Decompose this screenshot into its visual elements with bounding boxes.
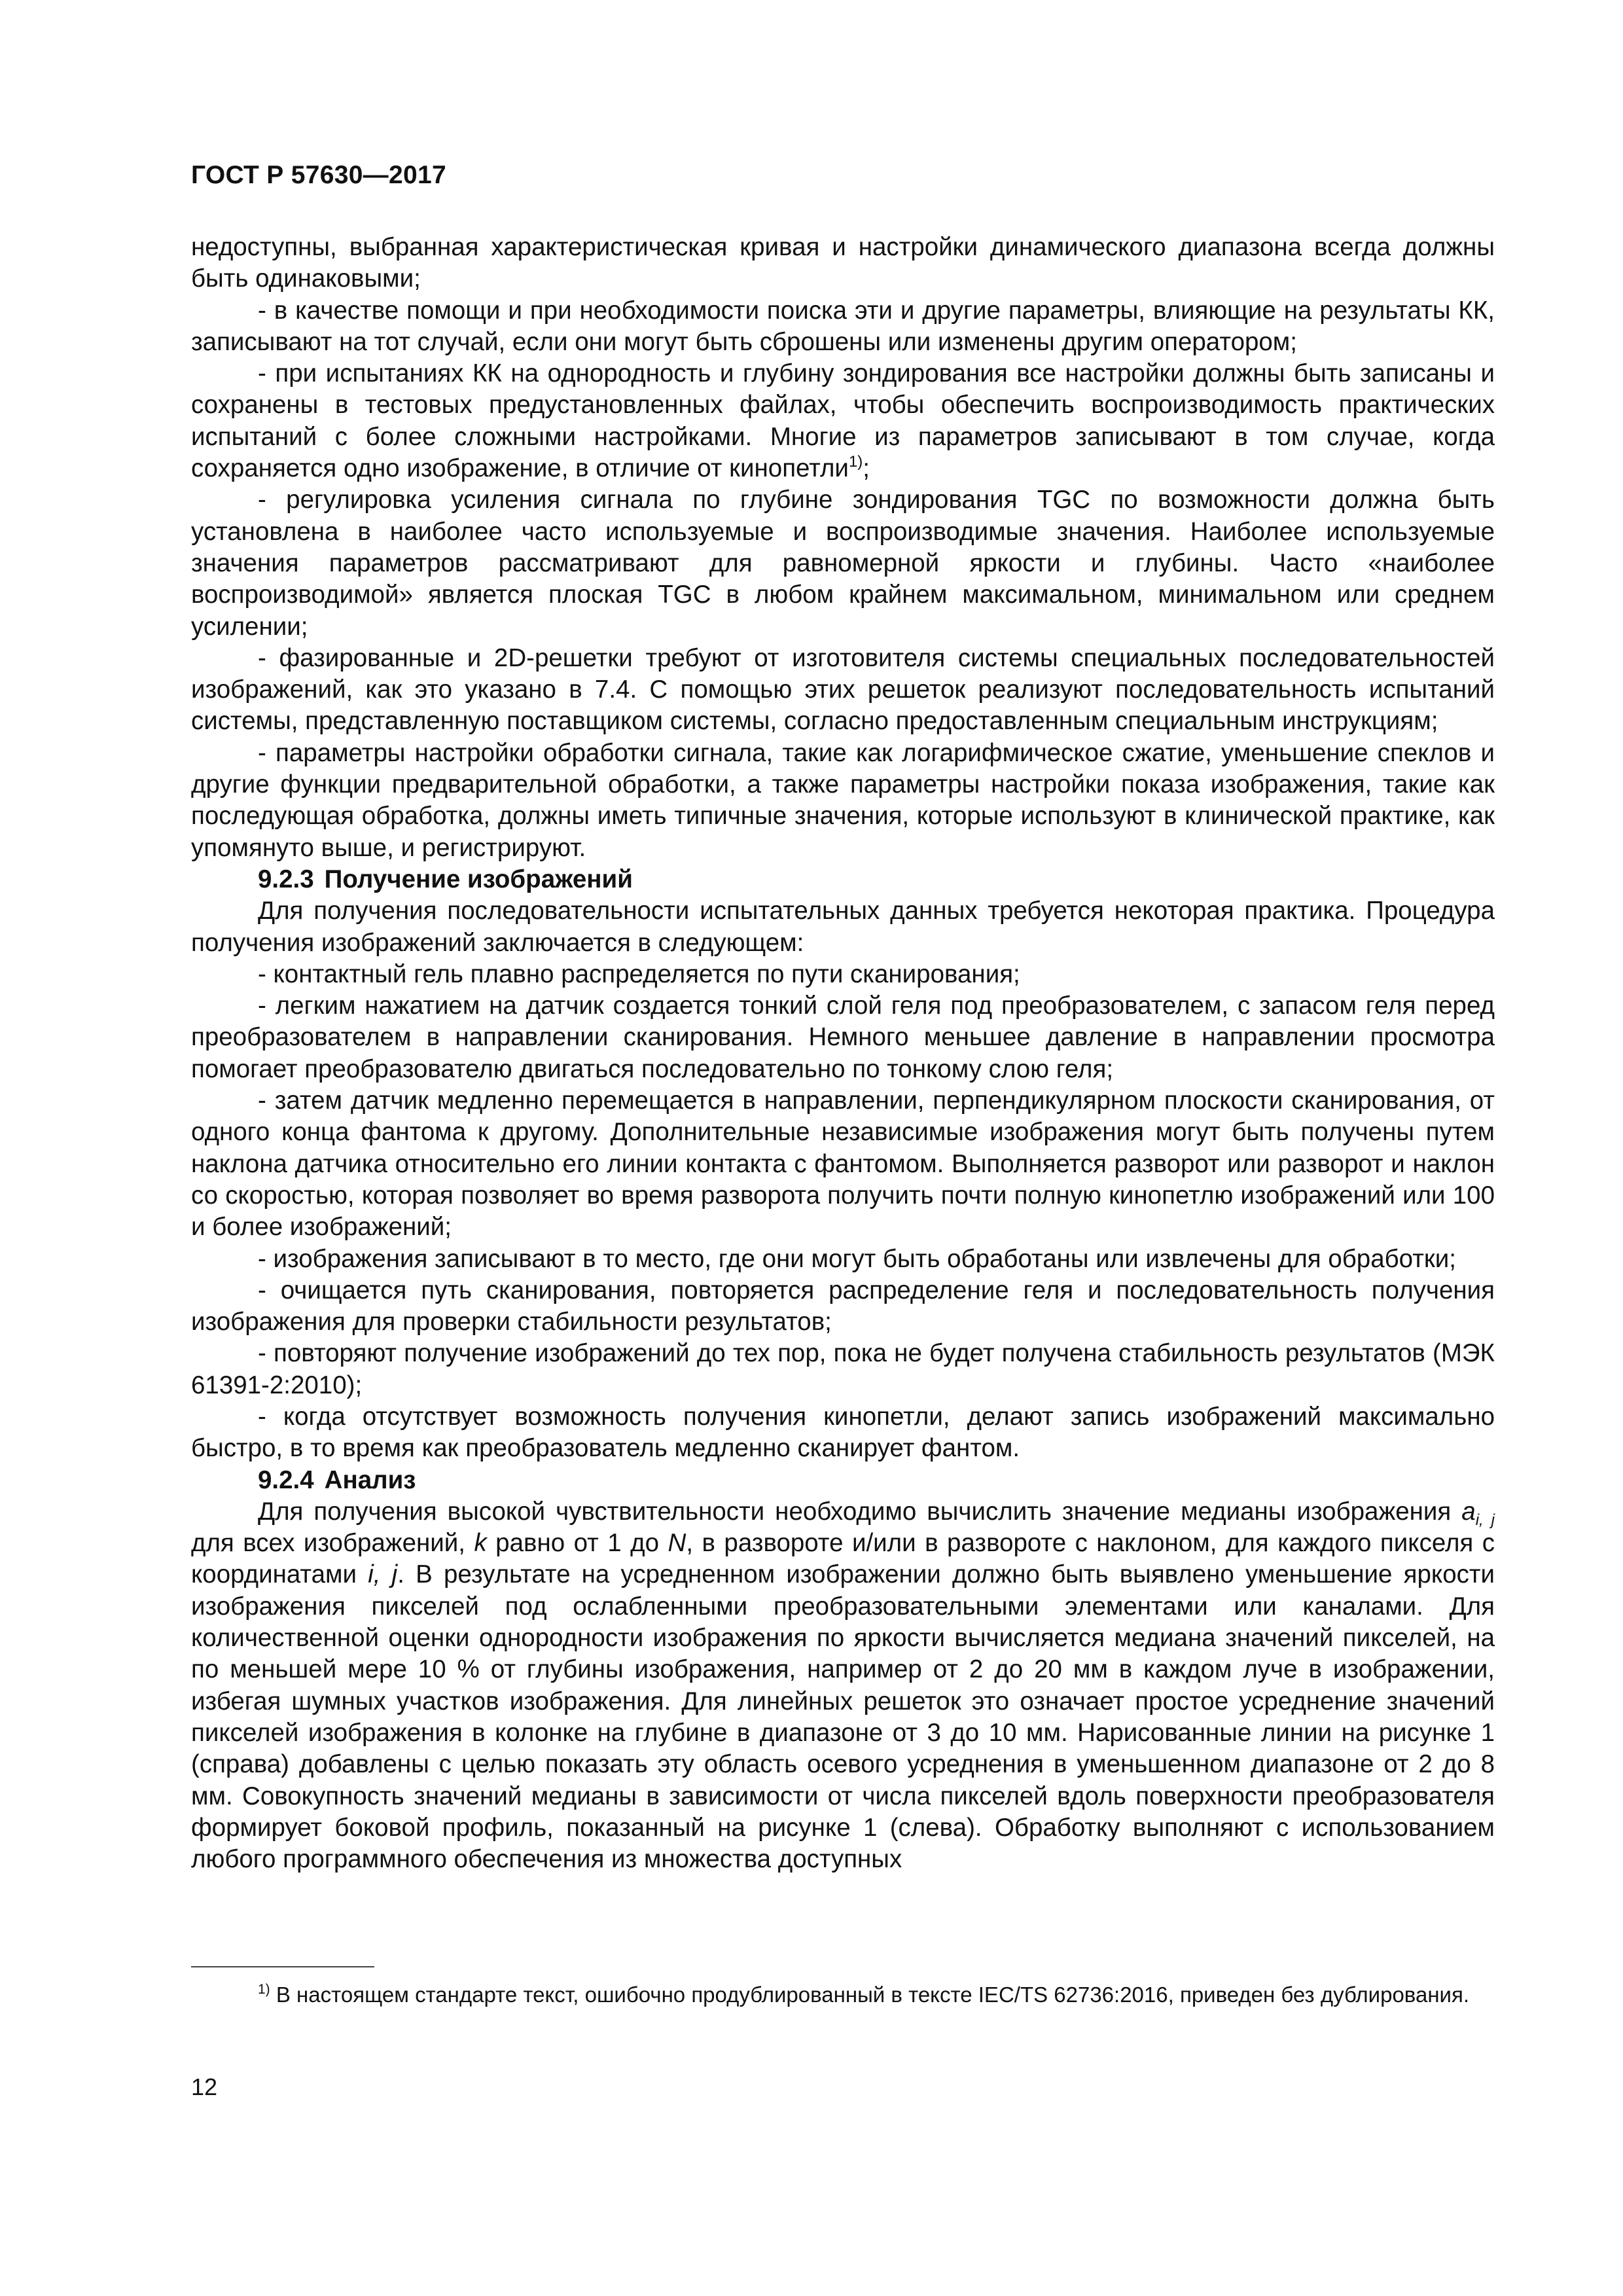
paragraph-text: , в развороте и/или в развороте с наклоном, для каждого пикселя с координатами (191, 1529, 1495, 1589)
footnote-text: В настоящем стандарте текст, ошибочно продублированный в тексте IEC/TS 62736:2016, приведен без дублирования. (270, 1982, 1470, 2007)
list-item: - контактный гель плавно распределяется по пути сканирования; (258, 960, 1020, 988)
paragraph-text: для всех изображений, (191, 1529, 474, 1558)
document-header: ГОСТ Р 57630—2017 (191, 161, 446, 189)
section-number: 9.2.3 (258, 865, 314, 893)
paragraph-text: . В результате на усредненном изображении должно быть выявлено уменьшение яркости изображения пикселей под ослабленными преобразовательными элементами или каналами. Для количественной оценки однородности изображения по яркости вычисляется медиана значений пикселей, на по меньшей мере 10 % от глубины изображения, например от 2 до 20 мм в каждом луче в изображении, избегая шумных участков изображения. Для линейных решеток это означает простое усреднение значений пикселей изображения в колонке на глубине в диапазоне от 3 до 10 мм. Нарисованные линии на рисунке 1 (справа) добавлены с целью показать эту область осевого усреднения в уменьшенном диапазоне от 2 до 8 мм. Совокупность значений медианы в зависимости от числа пикселей вдоль поверхности преобразователя формирует боковой профиль, показанный на рисунке 1 (слева). Обработку выполняют с использованием любого программного обеспечения из множества доступных (191, 1560, 1495, 1874)
section-heading-9-2-3 (191, 864, 1495, 895)
subscript-i-j: i, j (1475, 1511, 1495, 1529)
list-item: - параметры настройки обработки сигнала, такие как логарифмическое сжатие, уменьшение спеклов и другие функции предварительной обработки, а также параметры настройки показа изображения, такие как последующая обработка, должны иметь типичные значения, которые используют в клинической практике, как упомянуто выше, и регистрируют. (191, 738, 1495, 862)
section-title: Получение изображений (324, 865, 633, 893)
list-item: - когда отсутствует возможность получения кинопетли, делают запись изображений максимально быстро, в то время как преобразователь медленно сканирует фантом. (191, 1402, 1495, 1463)
variable-i-j: i, j (368, 1560, 398, 1589)
paragraph-text-end: ; (863, 454, 870, 483)
footnote-divider (191, 1966, 374, 1967)
variable-N: N (668, 1529, 687, 1558)
list-item: - легким нажатием на датчик создается тонкий слой геля под преобразователем, с запасом геля перед преобразователем в направлении сканирования. Немного меньшее давление в направлении просмотра помогает преобразователю двигаться последовательно по тонкому слою геля; (191, 992, 1495, 1083)
list-item: - в качестве помощи и при необходимости поиска эти и другие параметры, влияющие на результаты КК, записывают на тот случай, если они могут быть сброшены или изменены другим оператором; (191, 296, 1495, 356)
paragraph: недоступны, выбранная характеристическая кривая и настройки динамического диапазона всегда должны быть одинаковыми; (191, 233, 1495, 293)
list-item: - фазированные и 2D-решетки требуют от изготовителя системы специальных последовательностей изображений, как это указано в 7.4. С помощью этих решеток реализуют последовательность испытаний системы, представленную поставщиком системы, согласно предоставленным специальным инструкциям; (191, 643, 1495, 736)
list-item: - повторяют получение изображений до тех пор, пока не будет получена стабильность результатов (МЭК 61391-2:2010); (191, 1339, 1495, 1399)
section-heading-9-2-4 (191, 1465, 1495, 1496)
footnote-reference: 1) (848, 453, 863, 471)
paragraph: Для получения последовательности испытательных данных требуется некоторая практика. Процедура получения изображений заключается в следующем: (191, 897, 1495, 957)
section-number: 9.2.4 (258, 1465, 314, 1494)
variable-k: k (474, 1529, 487, 1558)
list-item (191, 358, 1495, 484)
list-item: - затем датчик медленно перемещается в направлении, перпендикулярном плоскости сканирования, от одного конца фантома к другому. Дополнительные независимые изображения могут быть получены путем наклона датчика относительно его линии контакта с фантомом. Выполняется разворот или разворот и наклон со скоростью, которая позволяет во время разворота получить почти полную кинопетлю изображений или 100 и более изображений; (191, 1086, 1495, 1242)
variable-a: a (1461, 1497, 1476, 1526)
footnote (191, 1981, 1495, 2009)
section-title: Анализ (324, 1465, 416, 1494)
list-item: - регулировка усиления сигнала по глубине зондирования TGC по возможности должна быть установлена в наиболее часто используемые и воспроизводимые значения. Наиболее используемые значения параметров рассматривают для равномерной яркости и глубины. Часто «наиболее воспроизводимой» является плоская TGC в любом крайнем максимальном, минимальном или среднем усилении; (191, 486, 1495, 641)
paragraph (191, 1496, 1495, 1876)
paragraph-text: - при испытаниях КК на однородность и глубину зондирования все настройки должны быть записаны и сохранены в тестовых предустановленных файлах, чтобы обеспечить воспроизводимость практических испытаний с более сложными настройками. Многие из параметров записывают в том случае, когда сохраняется одно изображение, в отличие от кинопетли (191, 359, 1495, 483)
paragraph-text: Для получения высокой чувствительности необходимо вычислить значение медианы изображения (258, 1497, 1462, 1526)
footnote-marker: 1) (258, 1982, 270, 1997)
paragraph-text: равно от 1 до (486, 1529, 668, 1558)
page-number: 12 (191, 2073, 218, 2100)
list-item: - очищается путь сканирования, повторяется распределение геля и последовательность получения изображения для проверки стабильности результатов; (191, 1276, 1495, 1336)
main-text (191, 232, 1495, 1875)
list-item: - изображения записывают в то место, где они могут быть обработаны или извлечены для обработки; (258, 1244, 1456, 1273)
